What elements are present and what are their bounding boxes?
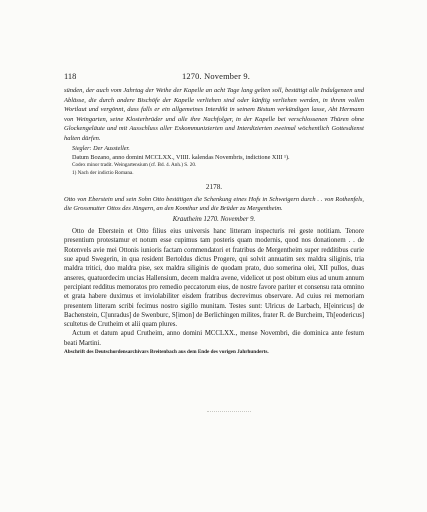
separator-rule [207, 411, 251, 412]
page-header [64, 72, 364, 84]
document-source: Abschrift des Deutschordensarchivars Breitenbach aus dem Ende des vorigen Jahrhunderts. [64, 349, 269, 356]
previous-document-regest-continuation: sünden, der auch vom Jahrtag der Weihe der Kapelle an acht Tage lang gelten soll, bestätigt alle Indulgenzen und Ablässe, die durch andere Bischöfe der Kapelle verliehen sind oder künftig verliehen werden, in ihrem vollen Wortlaut und vergönnt, dass falls er ein allgemeines Interdikt in seinem Bistum verkündigen lasse, Abt Hermann von Weingarten, seine Klosterbrüder und alle ihre Nachfolger, in der Kapelle bei verschlossenen Thüren ohne Glockengeläute und mit Ausschluss aller Exkommunizierten und Interdizierten zweimal wöchentlich Gottesdienst halten dürfen. [64, 87, 364, 142]
seal-note: Siegler: Der Aussteller. [72, 144, 130, 152]
page-body [64, 86, 364, 356]
document-text: Otto de Eberstein et Otto filius eius universis hanc litteram inspecturis rei geste notitiam. Tenore presentium protestamur et notum esse cupimus tam posteris quam modernis, quod nos donationem . . de Rotenvels avie mei Ottonis iunioris factam commendatori et fratribus de Mergentheim super redditibus curie sue apud Swegerin, in qua resident Bertoldus dictus Progere, qui solvit annuatim sex maldra siliginis, tria maldra tritici, duo maldra pise, sex maldra siliginis de quodam prato, duo somerina olei, XII pullos, duas anseres, quatuordecim uncias Hallensium, decem maldra avene, videlicet ut post obitum eius ad unum annum percipiant redditus memoratos pro remedio peccatorum eius, de nostre favore pariter et consensu rata omnino et grata habere duximus et inviolabiliter eisdem fratribus decrevimus observare. Ad cuius rei memoriam presentem litteram scribi fecimus nostro sigillo munitam. Testes sunt: Ulricus de Larbach, H[einricus] de Bachenstein, C[unradus] de Swenburc, S[imon] de Berlichingen milites, frater R. de Burcheim, Th[eodericus] scultetus de Crutheim et alii quam plures. [64, 228, 364, 329]
place-and-date: Krautheim 1270. November 9. [172, 216, 256, 224]
footnote: 1) Nach der indictio Romana. [72, 169, 134, 176]
document-number: 2178. [205, 182, 223, 191]
document-closing: Actum et datum apud Crutheim, anno domini MCCLXX., mense Novembri, die dominica ante festum beati Martini. [64, 330, 364, 347]
running-head: 1270. November 9. [182, 72, 251, 81]
page-number: 118 [64, 72, 77, 81]
source-note: Codex minor tradit. Weingartensium (cf. Bd. 4. Anh.) S. 20. [72, 162, 197, 169]
dating-line: Datum Bozano, anno domini MCCLXX., VIIII. kalendas Novembris, indictione XIII ¹). [72, 153, 290, 161]
document-regest: Otto von Eberstein und sein Sohn Otto bestätigen die Schenkung eines Hofs in Schweigern durch . . von Rothenfels, die Grossmutter Ottos des Jüngern, an den Komthur und die Brüder zu Mergentheim. [64, 195, 364, 212]
